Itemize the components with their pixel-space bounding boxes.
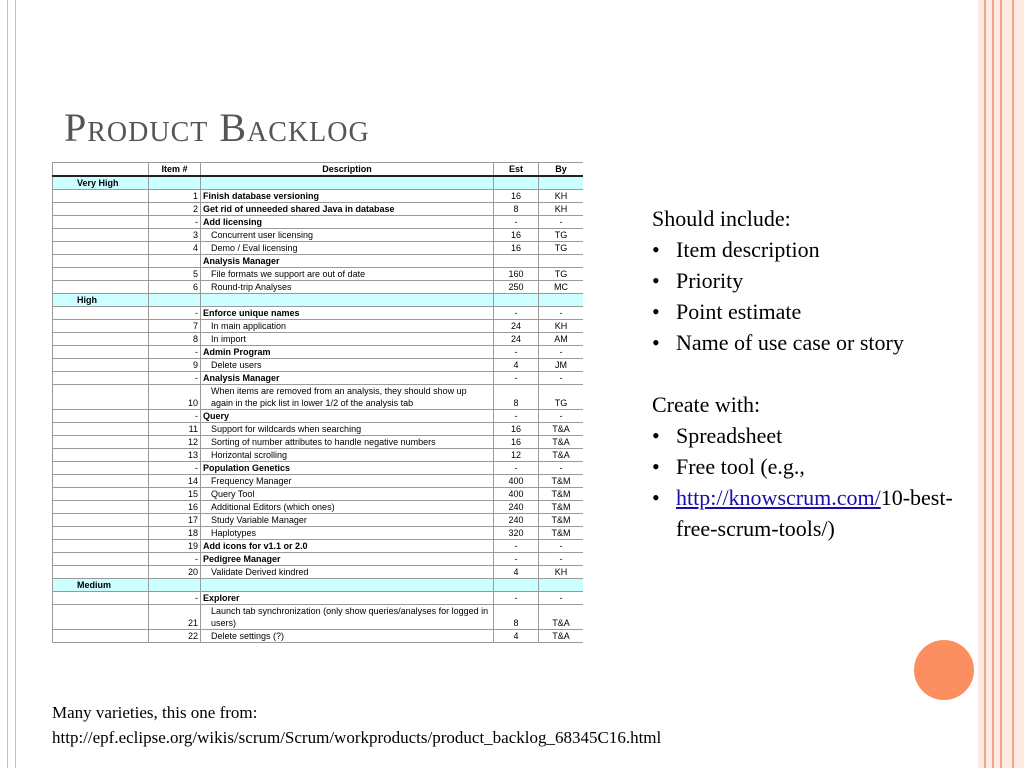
priority-cell xyxy=(53,527,149,540)
table-row xyxy=(53,553,584,566)
notes-panel xyxy=(652,203,988,544)
item-number-cell: 6 xyxy=(149,281,201,294)
link-suffix: 10-best-free-scrum-tools/) xyxy=(676,485,953,541)
list-item: • Item description xyxy=(652,234,988,265)
item-number-cell: - xyxy=(149,410,201,423)
estimate-cell: 16 xyxy=(494,423,539,436)
item-number-cell: - xyxy=(149,216,201,229)
source-footer xyxy=(52,700,661,750)
table-row xyxy=(53,229,584,242)
empty-cell xyxy=(201,176,494,190)
owner-cell: JM xyxy=(539,359,584,372)
item-number-cell: - xyxy=(149,592,201,605)
item-number-cell: - xyxy=(149,307,201,320)
item-number-cell: 3 xyxy=(149,229,201,242)
estimate-cell: 4 xyxy=(494,359,539,372)
priority-cell xyxy=(53,462,149,475)
priority-group-row xyxy=(53,579,584,592)
table-row xyxy=(53,203,584,216)
owner-cell: KH xyxy=(539,203,584,216)
estimate-cell: 16 xyxy=(494,242,539,255)
table-row xyxy=(53,190,584,203)
empty-cell xyxy=(149,176,201,190)
estimate-cell: - xyxy=(494,307,539,320)
description-cell: In import xyxy=(201,333,494,346)
description-cell: Study Variable Manager xyxy=(201,514,494,527)
owner-cell: T&M xyxy=(539,475,584,488)
table-row xyxy=(53,410,584,423)
left-frame-decoration xyxy=(0,0,16,768)
description-cell: Finish database versioning xyxy=(201,190,494,203)
owner-cell: - xyxy=(539,346,584,359)
item-number-cell xyxy=(149,255,201,268)
table-row xyxy=(53,630,584,643)
estimate-cell: - xyxy=(494,372,539,385)
slide-title: Product Backlog xyxy=(64,105,370,150)
estimate-cell: 16 xyxy=(494,229,539,242)
item-number-cell: - xyxy=(149,553,201,566)
decorative-circle xyxy=(914,640,974,700)
estimate-cell: - xyxy=(494,592,539,605)
priority-cell xyxy=(53,423,149,436)
priority-cell xyxy=(53,320,149,333)
owner-cell: KH xyxy=(539,320,584,333)
description-cell: Frequency Manager xyxy=(201,475,494,488)
priority-cell xyxy=(53,372,149,385)
owner-cell: T&A xyxy=(539,423,584,436)
list-item: • Name of use case or story xyxy=(652,327,988,358)
owner-cell: KH xyxy=(539,190,584,203)
priority-cell xyxy=(53,630,149,643)
table-row xyxy=(53,385,584,410)
description-cell: Demo / Eval licensing xyxy=(201,242,494,255)
priority-cell xyxy=(53,216,149,229)
backlog-table xyxy=(52,162,583,643)
owner-cell: - xyxy=(539,372,584,385)
priority-group-row xyxy=(53,294,584,307)
description-cell: Pedigree Manager xyxy=(201,553,494,566)
estimate-cell: 400 xyxy=(494,475,539,488)
item-number-cell: 5 xyxy=(149,268,201,281)
item-number-cell: - xyxy=(149,462,201,475)
estimate-cell: - xyxy=(494,216,539,229)
owner-cell xyxy=(539,255,584,268)
priority-cell xyxy=(53,203,149,216)
description-cell: File formats we support are out of date xyxy=(201,268,494,281)
estimate-cell: 160 xyxy=(494,268,539,281)
item-number-cell: 16 xyxy=(149,501,201,514)
priority-cell xyxy=(53,540,149,553)
table-row xyxy=(53,372,584,385)
priority-label: High xyxy=(53,294,149,307)
empty-cell xyxy=(201,579,494,592)
estimate-cell: 320 xyxy=(494,527,539,540)
item-number-cell: 21 xyxy=(149,605,201,630)
priority-cell xyxy=(53,307,149,320)
estimate-cell: 24 xyxy=(494,320,539,333)
priority-cell xyxy=(53,242,149,255)
description-cell: Delete settings (?) xyxy=(201,630,494,643)
estimate-cell: 8 xyxy=(494,385,539,410)
item-number-cell: 2 xyxy=(149,203,201,216)
priority-cell xyxy=(53,410,149,423)
create-with-list xyxy=(652,420,988,544)
table-row xyxy=(53,592,584,605)
description-cell: Get rid of unneeded shared Java in database xyxy=(201,203,494,216)
priority-cell xyxy=(53,190,149,203)
estimate-cell: 16 xyxy=(494,190,539,203)
description-cell: Analysis Manager xyxy=(201,255,494,268)
list-item: • Priority xyxy=(652,265,988,296)
description-cell: Launch tab synchronization (only show queries/analyses for logged in users) xyxy=(201,605,494,630)
priority-cell xyxy=(53,255,149,268)
owner-cell: TG xyxy=(539,385,584,410)
owner-cell: - xyxy=(539,592,584,605)
item-number-cell: 7 xyxy=(149,320,201,333)
priority-cell xyxy=(53,605,149,630)
item-number-cell: 10 xyxy=(149,385,201,410)
description-cell: Round-trip Analyses xyxy=(201,281,494,294)
owner-cell: T&M xyxy=(539,488,584,501)
empty-cell xyxy=(149,579,201,592)
item-number-cell: - xyxy=(149,346,201,359)
estimate-cell: 240 xyxy=(494,514,539,527)
empty-cell xyxy=(201,294,494,307)
table-header-row xyxy=(53,163,584,177)
table-row xyxy=(53,216,584,229)
priority-cell xyxy=(53,501,149,514)
owner-cell: - xyxy=(539,462,584,475)
list-item: • Free tool (e.g., xyxy=(652,451,988,482)
table-row xyxy=(53,242,584,255)
item-number-cell: 1 xyxy=(149,190,201,203)
footer-line: Many varieties, this one from: xyxy=(52,703,258,722)
description-cell: In main application xyxy=(201,320,494,333)
table-row xyxy=(53,527,584,540)
item-number-cell: 20 xyxy=(149,566,201,579)
estimate-cell: - xyxy=(494,540,539,553)
table-row xyxy=(53,501,584,514)
owner-cell: T&M xyxy=(539,501,584,514)
column-header xyxy=(53,163,149,177)
list-item-link xyxy=(652,482,988,544)
description-cell: Add licensing xyxy=(201,216,494,229)
item-number-cell: - xyxy=(149,372,201,385)
table-row xyxy=(53,255,584,268)
table-row xyxy=(53,268,584,281)
item-number-cell: 14 xyxy=(149,475,201,488)
description-cell: Additional Editors (which ones) xyxy=(201,501,494,514)
table-row xyxy=(53,436,584,449)
owner-cell: - xyxy=(539,410,584,423)
description-cell: Horizontal scrolling xyxy=(201,449,494,462)
owner-cell: T&M xyxy=(539,514,584,527)
owner-cell: T&A xyxy=(539,630,584,643)
estimate-cell: - xyxy=(494,553,539,566)
estimate-cell: 250 xyxy=(494,281,539,294)
description-cell: Validate Derived kindred xyxy=(201,566,494,579)
empty-cell xyxy=(149,294,201,307)
estimate-cell xyxy=(494,255,539,268)
owner-cell: T&A xyxy=(539,449,584,462)
owner-cell: TG xyxy=(539,268,584,281)
priority-cell xyxy=(53,592,149,605)
table-row xyxy=(53,514,584,527)
owner-cell: KH xyxy=(539,566,584,579)
empty-cell xyxy=(539,294,584,307)
table-row xyxy=(53,423,584,436)
description-cell: Admin Program xyxy=(201,346,494,359)
priority-cell xyxy=(53,475,149,488)
table-row xyxy=(53,307,584,320)
table-row xyxy=(53,540,584,553)
owner-cell: - xyxy=(539,540,584,553)
empty-cell xyxy=(494,176,539,190)
priority-cell xyxy=(53,514,149,527)
description-cell: When items are removed from an analysis, they should show up again in the pick list in lower 1/2 of the analysis tab xyxy=(201,385,494,410)
priority-label: Very High xyxy=(53,176,149,190)
item-number-cell: 18 xyxy=(149,527,201,540)
item-number-cell: 19 xyxy=(149,540,201,553)
estimate-cell: 8 xyxy=(494,203,539,216)
table-row xyxy=(53,488,584,501)
estimate-cell: 8 xyxy=(494,605,539,630)
item-number-cell: 22 xyxy=(149,630,201,643)
priority-cell xyxy=(53,346,149,359)
table-row xyxy=(53,605,584,630)
estimate-cell: 4 xyxy=(494,630,539,643)
empty-cell xyxy=(494,579,539,592)
description-cell: Haplotypes xyxy=(201,527,494,540)
table-row xyxy=(53,475,584,488)
estimate-cell: 24 xyxy=(494,333,539,346)
description-cell: Query Tool xyxy=(201,488,494,501)
column-header: Item # xyxy=(149,163,201,177)
owner-cell: - xyxy=(539,216,584,229)
table-row xyxy=(53,566,584,579)
table-row xyxy=(53,320,584,333)
owner-cell: TG xyxy=(539,229,584,242)
table-row xyxy=(53,346,584,359)
description-cell: Population Genetics xyxy=(201,462,494,475)
table-row xyxy=(53,359,584,372)
priority-cell xyxy=(53,229,149,242)
priority-label: Medium xyxy=(53,579,149,592)
priority-cell xyxy=(53,449,149,462)
item-number-cell: 12 xyxy=(149,436,201,449)
owner-cell: T&M xyxy=(539,527,584,540)
estimate-cell: 240 xyxy=(494,501,539,514)
footer-url: http://epf.eclipse.org/wikis/scrum/Scrum/workproducts/product_backlog_68345C16.html xyxy=(52,728,662,747)
list-item: • Point estimate xyxy=(652,296,988,327)
estimate-cell: 12 xyxy=(494,449,539,462)
empty-cell xyxy=(539,176,584,190)
description-cell: Analysis Manager xyxy=(201,372,494,385)
estimate-cell: - xyxy=(494,462,539,475)
item-number-cell: 13 xyxy=(149,449,201,462)
owner-cell: T&A xyxy=(539,436,584,449)
description-cell: Enforce unique names xyxy=(201,307,494,320)
owner-cell: AM xyxy=(539,333,584,346)
description-cell: Explorer xyxy=(201,592,494,605)
create-with-heading: Create with: xyxy=(652,392,761,417)
column-header: Description xyxy=(201,163,494,177)
description-cell: Support for wildcards when searching xyxy=(201,423,494,436)
item-number-cell: 8 xyxy=(149,333,201,346)
item-number-cell: 11 xyxy=(149,423,201,436)
should-include-heading: Should include: xyxy=(652,206,791,231)
owner-cell: TG xyxy=(539,242,584,255)
table-row xyxy=(53,333,584,346)
estimate-cell: - xyxy=(494,346,539,359)
item-number-cell: 4 xyxy=(149,242,201,255)
description-cell: Delete users xyxy=(201,359,494,372)
priority-cell xyxy=(53,488,149,501)
priority-cell xyxy=(53,281,149,294)
description-cell: Query xyxy=(201,410,494,423)
priority-cell xyxy=(53,553,149,566)
list-item: • Spreadsheet xyxy=(652,420,988,451)
table-row xyxy=(53,449,584,462)
table-row xyxy=(53,462,584,475)
owner-cell: - xyxy=(539,553,584,566)
priority-cell xyxy=(53,436,149,449)
priority-cell xyxy=(53,385,149,410)
description-cell: Concurrent user licensing xyxy=(201,229,494,242)
owner-cell: MC xyxy=(539,281,584,294)
description-cell: Sorting of number attributes to handle negative numbers xyxy=(201,436,494,449)
column-header: By xyxy=(539,163,584,177)
priority-cell xyxy=(53,566,149,579)
item-number-cell: 17 xyxy=(149,514,201,527)
estimate-cell: - xyxy=(494,410,539,423)
priority-group-row xyxy=(53,176,584,190)
owner-cell: - xyxy=(539,307,584,320)
column-header: Est xyxy=(494,163,539,177)
estimate-cell: 400 xyxy=(494,488,539,501)
knowscrum-link[interactable]: http://knowscrum.com/ xyxy=(676,485,881,510)
item-number-cell: 9 xyxy=(149,359,201,372)
priority-cell xyxy=(53,268,149,281)
description-cell: Add icons for v1.1 or 2.0 xyxy=(201,540,494,553)
backlog-spreadsheet xyxy=(52,162,583,678)
item-number-cell: 15 xyxy=(149,488,201,501)
estimate-cell: 16 xyxy=(494,436,539,449)
empty-cell xyxy=(539,579,584,592)
estimate-cell: 4 xyxy=(494,566,539,579)
table-row xyxy=(53,281,584,294)
empty-cell xyxy=(494,294,539,307)
priority-cell xyxy=(53,359,149,372)
priority-cell xyxy=(53,333,149,346)
owner-cell: T&A xyxy=(539,605,584,630)
should-include-list xyxy=(652,234,988,358)
